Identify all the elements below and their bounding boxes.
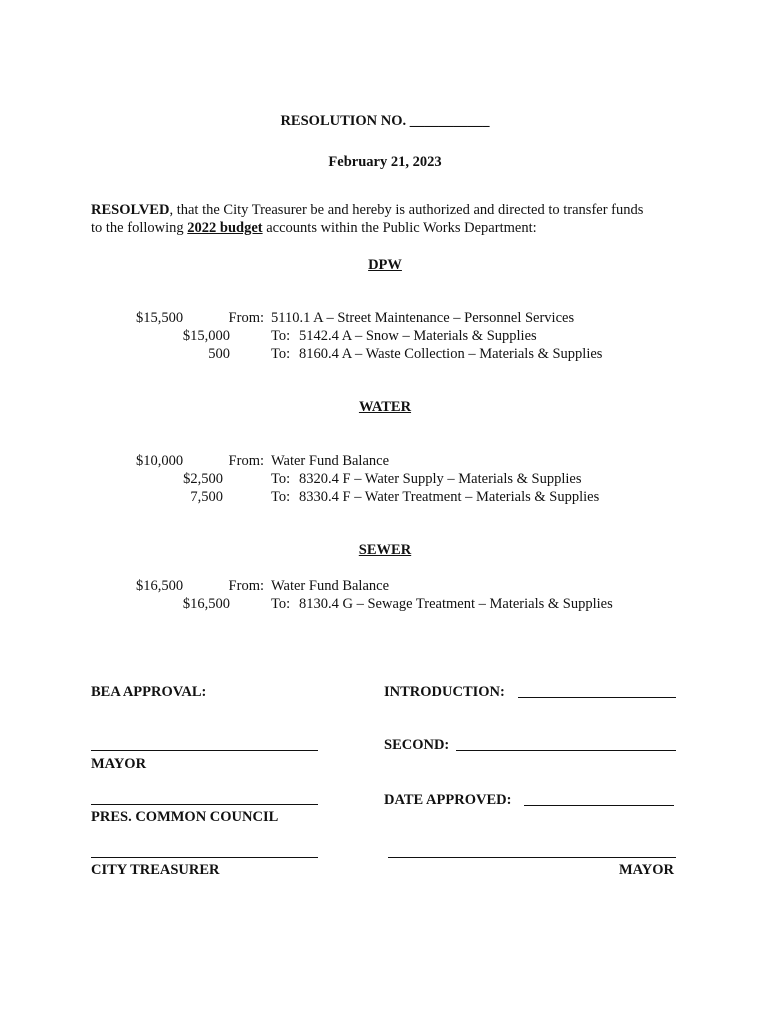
- water-row-1-kind: From:: [228, 453, 264, 469]
- dpw-row-1-kind: From:: [228, 310, 264, 326]
- mayor-right-signature-line: [388, 857, 676, 858]
- water-row-1-amount: $10,000: [136, 453, 184, 469]
- resolution-date: February 21, 2023: [328, 154, 442, 170]
- dpw-row-3-desc: 8160.4 A – Waste Collection – Materials & Supplies: [299, 346, 603, 362]
- sewer-row-2-amount: $16,500: [182, 596, 230, 612]
- dpw-row-1-desc: 5110.1 A – Street Maintenance – Personnel Services: [271, 310, 575, 326]
- water-row-2-kind: To:: [271, 471, 291, 487]
- date-approved-line: [524, 805, 674, 806]
- mayor-left-label: MAYOR: [91, 756, 147, 772]
- water-row-1-desc: Water Fund Balance: [271, 453, 390, 469]
- dpw-row-2-kind: To:: [271, 328, 291, 344]
- water-row-3-amount: 7,500: [190, 489, 223, 505]
- dpw-row-3-amount: 500: [208, 346, 230, 362]
- water-row-3-desc: 8330.4 F – Water Treatment – Materials & Supplies: [299, 489, 600, 505]
- dpw-row-1-amount: $15,500: [136, 310, 184, 326]
- introduction-label: INTRODUCTION:: [384, 684, 505, 700]
- water-row-2-desc: 8320.4 F – Water Supply – Materials & Supplies: [299, 471, 582, 487]
- water-row-2-amount: $2,500: [183, 471, 223, 487]
- dpw-row-2-amount: $15,000: [182, 328, 230, 344]
- budget-year-label: 2022 budget: [187, 220, 263, 236]
- bea-approval-label: BEA APPROVAL:: [91, 684, 207, 700]
- mayor-signature-line: [91, 750, 318, 751]
- sewer-row-1-desc: Water Fund Balance: [271, 578, 390, 594]
- section-heading-dpw: DPW: [368, 257, 402, 273]
- body-line-1-text: , that the City Treasurer be and hereby is authorized and directed to transfer funds: [169, 202, 644, 218]
- resolution-title: RESOLUTION NO. ___________: [280, 113, 490, 129]
- sewer-row-2-kind: To:: [271, 596, 291, 612]
- water-row-3-kind: To:: [271, 489, 291, 505]
- council-president-signature-line: [91, 804, 318, 805]
- section-heading-sewer: SEWER: [358, 542, 412, 558]
- sewer-row-1-kind: From:: [228, 578, 264, 594]
- sewer-row-2-desc: 8130.4 G – Sewage Treatment – Materials & Supplies: [299, 596, 613, 612]
- mayor-right-label: MAYOR: [618, 862, 674, 878]
- body-line-2-prefix: to the following: [91, 220, 188, 236]
- resolution-body-line-1: [91, 201, 643, 219]
- sewer-row-1-amount: $16,500: [136, 578, 184, 594]
- body-line-2-suffix: accounts within the Public Works Department:: [262, 220, 537, 236]
- resolution-body-line-2: [91, 219, 537, 237]
- section-heading-water: WATER: [358, 399, 412, 415]
- resolved-keyword: RESOLVED: [91, 202, 170, 218]
- pres-common-council-label: PRES. COMMON COUNCIL: [91, 809, 279, 825]
- city-treasurer-label: CITY TREASURER: [91, 862, 220, 878]
- city-treasurer-signature-line: [91, 857, 318, 858]
- second-signature-line: [456, 750, 676, 751]
- dpw-row-2-desc: 5142.4 A – Snow – Materials & Supplies: [299, 328, 537, 344]
- dpw-row-3-kind: To:: [271, 346, 291, 362]
- introduction-signature-line: [518, 697, 676, 698]
- date-approved-label: DATE APPROVED:: [384, 792, 512, 808]
- second-label: SECOND:: [384, 737, 450, 753]
